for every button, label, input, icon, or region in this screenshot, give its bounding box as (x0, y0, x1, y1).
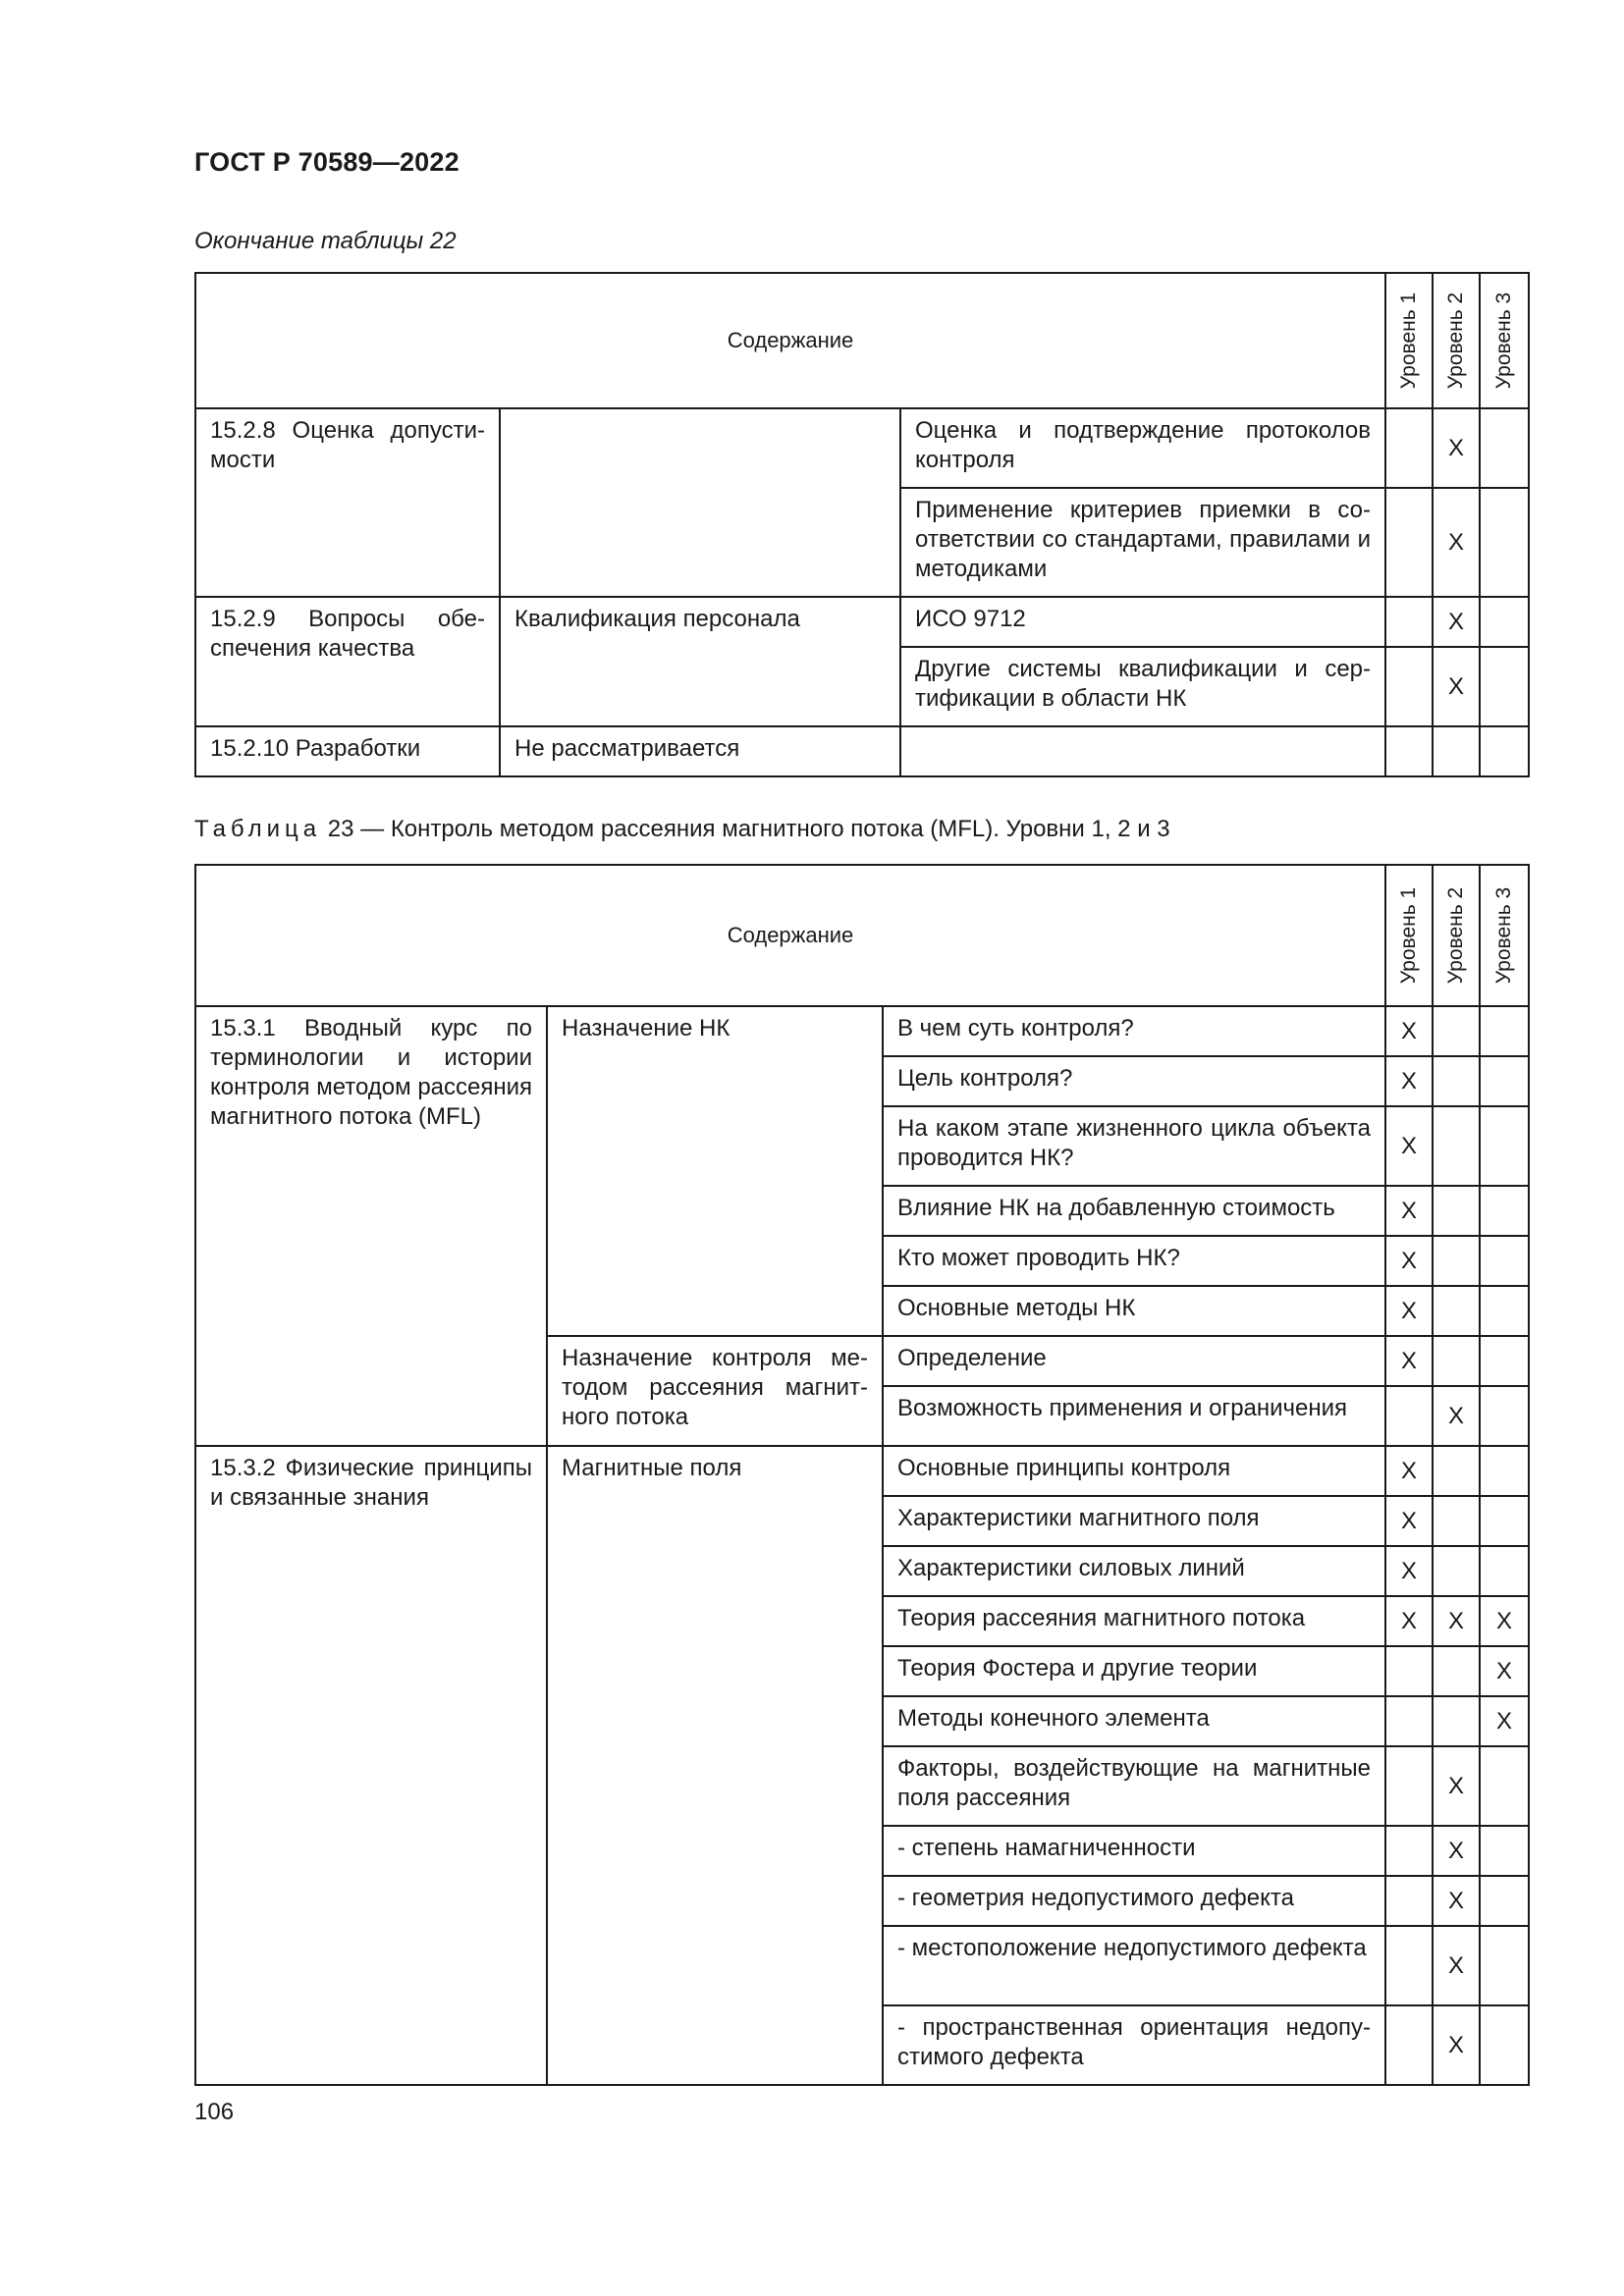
topic-cell: Назначение контроля методом рассеяния магнитного потока (547, 1336, 883, 1446)
level-3-mark (1480, 1926, 1529, 2005)
level-3-mark (1480, 1286, 1529, 1336)
level-2-mark (1433, 1646, 1480, 1696)
level-3-mark (1480, 488, 1529, 597)
level-2-mark: X (1433, 1746, 1480, 1826)
table-23 (194, 864, 1530, 2086)
level-3-mark (1480, 2005, 1529, 2085)
level-1-mark: X (1385, 1236, 1433, 1286)
item-cell: Влияние НК на добавленную стоимость (883, 1186, 1385, 1236)
item-cell (900, 726, 1385, 776)
level-1-mark (1385, 1746, 1433, 1826)
item-cell: В чем суть контроля? (883, 1006, 1385, 1056)
topic-cell: Квалификация персонала (500, 597, 900, 726)
header-content: Содержание (195, 865, 1385, 1006)
level-1-mark (1385, 647, 1433, 726)
item-cell: Основные принципы контроля (883, 1446, 1385, 1496)
page-number: 106 (194, 2099, 235, 2125)
level-1-mark: X (1385, 1336, 1433, 1386)
level-2-mark (1433, 1286, 1480, 1336)
level-1-mark (1385, 726, 1433, 776)
level-3-mark (1480, 1056, 1529, 1106)
level-1-mark: X (1385, 1006, 1433, 1056)
header-level-1: Уровень 1 (1385, 273, 1433, 408)
header-content: Содержание (195, 273, 1385, 408)
item-cell: Возможность применения и ограничения (883, 1386, 1385, 1446)
level-3-mark (1480, 1546, 1529, 1596)
level-2-mark (1433, 1546, 1480, 1596)
level-1-mark: X (1385, 1106, 1433, 1186)
level-2-mark: X (1433, 488, 1480, 597)
item-cell: - местоположение недопустимого дефекта (883, 1926, 1385, 2005)
level-1-mark (1385, 2005, 1433, 2085)
level-1-mark (1385, 1646, 1433, 1696)
item-cell: ИСО 9712 (900, 597, 1385, 647)
item-cell: Теория Фостера и другие теории (883, 1646, 1385, 1696)
section-cell: 15.2.10 Разработки (195, 726, 500, 776)
document-title: ГОСТ Р 70589—2022 (194, 147, 460, 177)
level-2-mark (1433, 1446, 1480, 1496)
table22-continuation-caption: Окончание таблицы 22 (194, 228, 457, 254)
item-cell: Основные методы НК (883, 1286, 1385, 1336)
level-2-mark: X (1433, 408, 1480, 488)
level-2-mark (1433, 1696, 1480, 1746)
item-cell: Характеристики магнитного поля (883, 1496, 1385, 1546)
level-1-mark (1385, 1926, 1433, 2005)
level-1-mark: X (1385, 1496, 1433, 1546)
header-level-2: Уровень 2 (1433, 273, 1480, 408)
level-2-mark: X (1433, 597, 1480, 647)
item-cell: Кто может проводить НК? (883, 1236, 1385, 1286)
topic-cell: Не рассматривается (500, 726, 900, 776)
level-1-mark (1385, 597, 1433, 647)
level-2-mark (1433, 726, 1480, 776)
level-1-mark (1385, 1696, 1433, 1746)
level-2-mark (1433, 1336, 1480, 1386)
item-cell: Факторы, воздействующие на магнитные поля рассеяния (883, 1746, 1385, 1826)
table-row (195, 1006, 1529, 1056)
table-row (195, 726, 1529, 776)
level-1-mark: X (1385, 1596, 1433, 1646)
item-cell: Характеристики силовых линий (883, 1546, 1385, 1596)
level-1-mark (1385, 1386, 1433, 1446)
level-3-mark (1480, 647, 1529, 726)
level-3-mark: X (1480, 1646, 1529, 1696)
item-cell: На каком этапе жизненного цикла объекта проводится НК? (883, 1106, 1385, 1186)
topic-cell: Магнитные поля (547, 1446, 883, 2085)
table23-caption-word: Таблица (194, 816, 322, 842)
level-2-mark: X (1433, 647, 1480, 726)
level-1-mark (1385, 1826, 1433, 1876)
level-3-mark: X (1480, 1596, 1529, 1646)
section-cell: 15.3.2 Физические принципы и связанные знания (195, 1446, 547, 2085)
level-3-mark (1480, 1386, 1529, 1446)
level-3-mark (1480, 1876, 1529, 1926)
section-cell: 15.2.8 Оценка допустимости (195, 408, 500, 597)
table-row (195, 408, 1529, 488)
item-cell: Методы конечного элемента (883, 1696, 1385, 1746)
table-22 (194, 272, 1530, 777)
table-header-row (195, 865, 1529, 1006)
level-2-mark: X (1433, 1876, 1480, 1926)
level-1-mark: X (1385, 1286, 1433, 1336)
topic-cell (500, 408, 900, 597)
level-3-mark (1480, 1236, 1529, 1286)
header-level-1: Уровень 1 (1385, 865, 1433, 1006)
level-3-mark (1480, 1446, 1529, 1496)
item-cell: Цель контроля? (883, 1056, 1385, 1106)
level-2-mark (1433, 1056, 1480, 1106)
section-cell: 15.2.9 Вопросы обеспечения качества (195, 597, 500, 726)
table23-caption (194, 816, 1170, 843)
topic-cell: Назначение НК (547, 1006, 883, 1336)
header-level-3: Уровень 3 (1480, 865, 1529, 1006)
level-1-mark: X (1385, 1446, 1433, 1496)
level-1-mark (1385, 408, 1433, 488)
item-cell: Оценка и подтверждение протоколов контроля (900, 408, 1385, 488)
level-3-mark (1480, 726, 1529, 776)
item-cell: Определение (883, 1336, 1385, 1386)
level-1-mark: X (1385, 1186, 1433, 1236)
level-2-mark: X (1433, 1386, 1480, 1446)
item-cell: Другие системы квалификации и сертификации в области НК (900, 647, 1385, 726)
table23-caption-text: 23 — Контроль методом рассеяния магнитного потока (MFL). Уровни 1, 2 и 3 (327, 816, 1170, 842)
level-2-mark (1433, 1186, 1480, 1236)
level-2-mark (1433, 1236, 1480, 1286)
level-2-mark: X (1433, 2005, 1480, 2085)
level-2-mark (1433, 1006, 1480, 1056)
level-1-mark (1385, 488, 1433, 597)
header-level-3: Уровень 3 (1480, 273, 1529, 408)
item-cell: Применение критериев приемки в соответствии со стандартами, правилами и методиками (900, 488, 1385, 597)
level-3-mark (1480, 597, 1529, 647)
level-2-mark: X (1433, 1826, 1480, 1876)
level-1-mark (1385, 1876, 1433, 1926)
level-3-mark (1480, 408, 1529, 488)
table-row (195, 1446, 1529, 1496)
item-cell: - пространственная ориентация недопустимого дефекта (883, 2005, 1385, 2085)
item-cell: - степень намагниченности (883, 1826, 1385, 1876)
level-3-mark (1480, 1826, 1529, 1876)
level-3-mark (1480, 1106, 1529, 1186)
level-3-mark: X (1480, 1696, 1529, 1746)
level-2-mark (1433, 1496, 1480, 1546)
section-cell: 15.3.1 Вводный курс по терминологии и истории контроля методом рассеяния магнитного потока (MFL) (195, 1006, 547, 1446)
item-cell: Теория рассеяния магнитного потока (883, 1596, 1385, 1646)
level-3-mark (1480, 1746, 1529, 1826)
table-row (195, 597, 1529, 647)
level-1-mark: X (1385, 1056, 1433, 1106)
level-1-mark: X (1385, 1546, 1433, 1596)
level-3-mark (1480, 1336, 1529, 1386)
level-2-mark: X (1433, 1596, 1480, 1646)
table-header-row (195, 273, 1529, 408)
level-2-mark: X (1433, 1926, 1480, 2005)
level-3-mark (1480, 1186, 1529, 1236)
level-2-mark (1433, 1106, 1480, 1186)
level-3-mark (1480, 1496, 1529, 1546)
header-level-2: Уровень 2 (1433, 865, 1480, 1006)
level-3-mark (1480, 1006, 1529, 1056)
item-cell: - геометрия недопустимого дефекта (883, 1876, 1385, 1926)
